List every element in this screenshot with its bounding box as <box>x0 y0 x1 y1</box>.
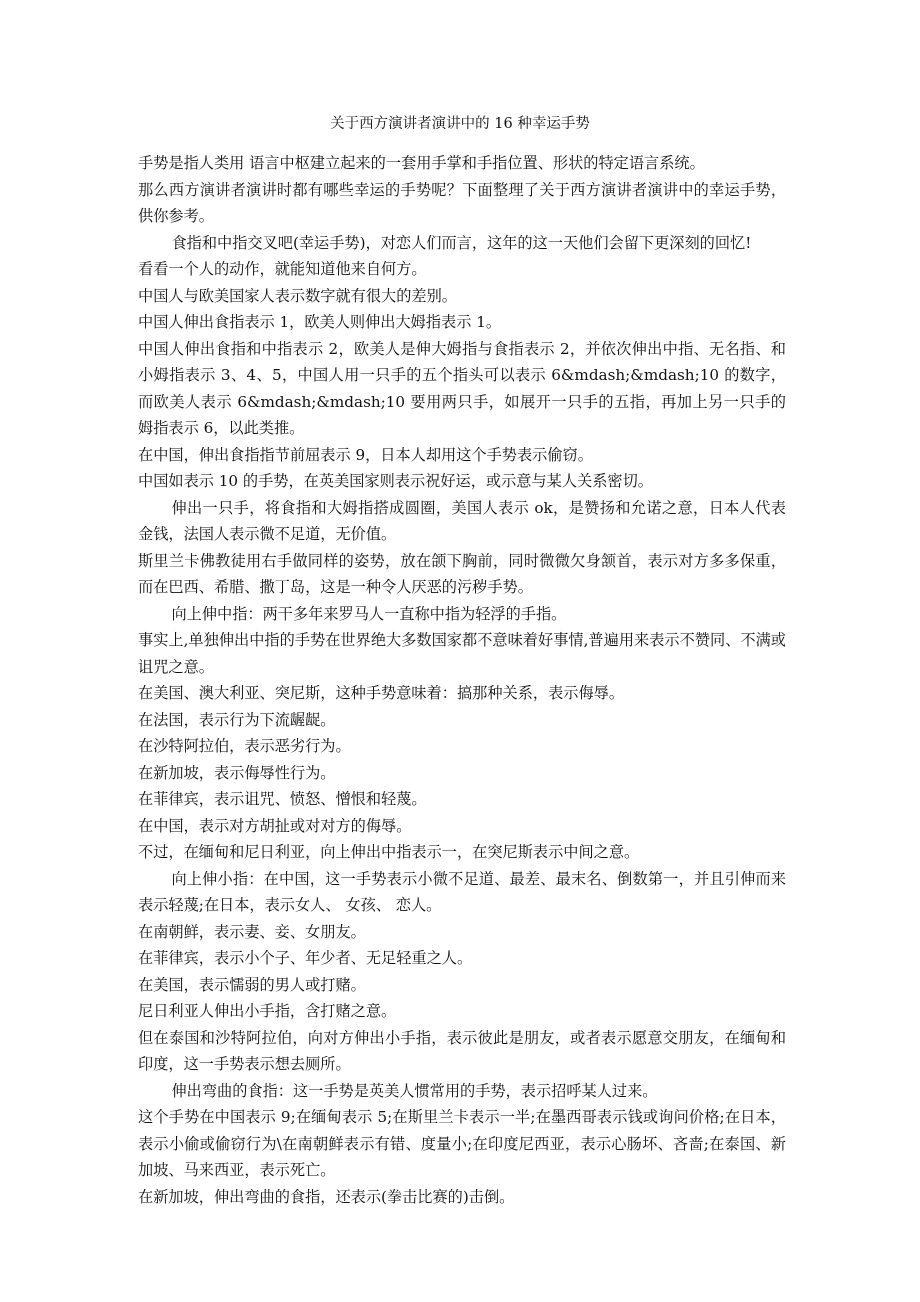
paragraph: 在法国，表示行为下流龌龊。 <box>138 710 336 729</box>
paragraph: 不过，在缅甸和尼日利亚，向上伸出中指表示一，在突尼斯表示中间之意。 <box>138 843 640 861</box>
paragraph: 但在泰国和沙特阿拉伯，向对方伸出小手指，表示彼此是朋友，或者表示愿意交朋友，在缅甸和印度，这一手势表示想去厕所。 <box>138 1028 786 1073</box>
paragraph: 在菲律宾，表示诅咒、愤怒、憎恨和轻蔑。 <box>138 790 427 808</box>
document-body <box>138 150 786 1210</box>
paragraph: 在中国，伸出食指指节前屈表示 9，日本人却用这个手势表示偷窃。 <box>138 445 593 464</box>
paragraph: 在新加坡，表示侮辱性行为。 <box>138 763 336 782</box>
paragraph: 手势是指人类用 语言中枢建立起来的一套用手掌和手指位置、形状的特定语言系统。 <box>138 154 705 172</box>
paragraph: 食指和中指交叉吧(幸运手势)，对恋人们而言，这年的这一天他们会留下更深刻的回忆! <box>171 233 752 252</box>
paragraph: 斯里兰卡佛教徒用右手做同样的姿势，放在颌下胸前，同时微微欠身颔首，表示对方多多保重，而在巴西、希腊、撒丁岛，这是一种令人厌恶的污秽手势。 <box>138 551 786 596</box>
document-title: 关于西方演讲者演讲中的 16 种幸运手势 <box>330 116 590 132</box>
paragraph: 中国人伸出食指表示 1，欧美人则伸出大姆指表示 1。 <box>138 313 502 331</box>
paragraph: 伸出一只手，将食指和大姆指搭成圆圈，美国人表示 ok，是赞扬和允诺之意，日本人代表金钱，法国人表示微不足道，无价值。 <box>138 498 786 543</box>
paragraph: 中国人伸出食指和中指表示 2，欧美人是伸大姆指与食指表示 2，并依次伸出中指、无名指、和小姆指表示 3、4、5，中国人用一只手的五个指头可以表示 6&mdash;&mdash;10 的数字，而欧美人表示 6&mdash;&mdash;10 要用两只手，如展开一只手的五指，再加上另一只手的姆指表示 6，以此类推。 <box>138 339 786 437</box>
paragraph: 中国如表示 10 的手势，在英美国家则表示祝好运，或示意与某人关系密切。 <box>138 472 653 490</box>
paragraph: 尼日利亚人伸出小手指，含打赌之意。 <box>138 1002 397 1020</box>
paragraph: 伸出弯曲的食指：这一手势是英美人惯常用的手势，表示招呼某人过来。 <box>171 1081 658 1100</box>
paragraph: 这个手势在中国表示 9;在缅甸表示 5;在斯里兰卡表示一半;在墨西哥表示钱或询问价格;在日本，表示小偷或偷窃行为\在南朝鲜表示有错、度量小;在印度尼西亚，表示心肠坏、吝啬;在泰国、新加坡、马来西亚，表示死亡。 <box>138 1108 786 1179</box>
paragraph: 看看一个人的动作，就能知道他来自何方。 <box>138 260 427 278</box>
paragraph: 在中国，表示对方胡扯或对对方的侮辱。 <box>138 816 412 835</box>
paragraph: 向上伸小指：在中国，这一手势表示小微不足道、最差、最末名、倒数第一，并且引伸而来表示轻蔑;在日本，表示女人、 女孩、 恋人。 <box>138 869 786 914</box>
paragraph: 中国人与欧美国家人表示数字就有很大的差别。 <box>138 286 457 305</box>
paragraph: 那么西方演讲者演讲时都有哪些幸运的手势呢？下面整理了关于西方演讲者演讲中的幸运手势，供你参考。 <box>138 180 786 225</box>
paragraph: 向上伸中指：两干多年来罗马人一直称中指为轻浮的手指。 <box>171 604 567 623</box>
paragraph: 在新加坡，伸出弯曲的食指，还表示(拳击比赛的)击倒。 <box>138 1187 515 1206</box>
paragraph: 在南朝鲜，表示妻、妾、女朋友。 <box>138 922 366 941</box>
paragraph: 在沙特阿拉伯，表示恶劣行为。 <box>138 737 351 755</box>
paragraph: 在美国，表示懦弱的男人或打赌。 <box>138 975 366 994</box>
paragraph: 在菲律宾，表示小个子、年少者、无足轻重之人。 <box>138 949 473 967</box>
paragraph: 在美国、澳大利亚、突尼斯，这种手势意味着：搞那种关系，表示侮辱。 <box>138 684 624 702</box>
paragraph: 事实上,单独伸出中指的手势在世界绝大多数国家都不意味着好事情,普遍用来表示不赞同、不满或诅咒之意。 <box>138 631 786 676</box>
